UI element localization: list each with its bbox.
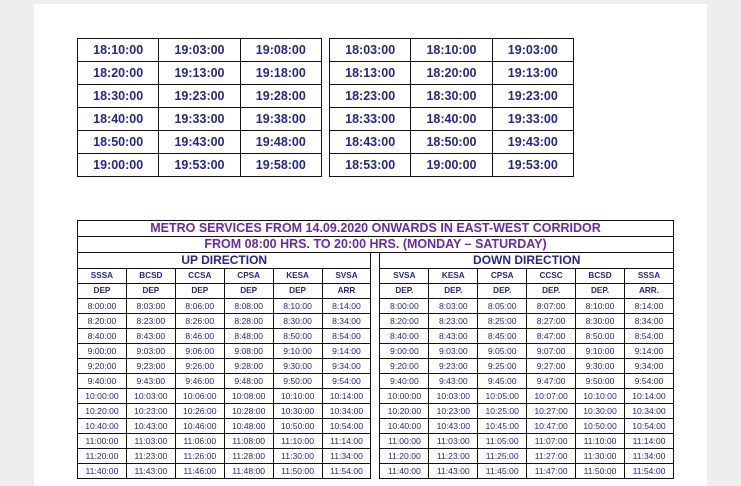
time-cell: 10:43:00 [126, 419, 175, 434]
time-cell: 9:00:00 [380, 344, 429, 359]
time-cell: 18:10:00 [78, 39, 159, 62]
direction-divider [371, 344, 380, 359]
time-cell: 8:14:00 [624, 299, 673, 314]
time-cell: 18:40:00 [411, 108, 492, 131]
direction-divider [371, 374, 380, 389]
timetable-row [78, 374, 674, 389]
time-cell: 19:33:00 [159, 108, 240, 131]
time-cell: 10:40:00 [78, 419, 127, 434]
time-cell: 8:28:00 [224, 314, 273, 329]
table-gap [321, 154, 329, 177]
time-cell: 18:43:00 [329, 131, 410, 154]
schedule-row [78, 39, 574, 62]
station-code: SSSA [624, 269, 673, 284]
time-cell: 8:48:00 [224, 329, 273, 344]
time-cell: 8:30:00 [273, 314, 322, 329]
time-cell: 9:14:00 [624, 344, 673, 359]
schedule-row [78, 62, 574, 85]
time-cell: 10:54:00 [322, 419, 371, 434]
direction-divider [371, 464, 380, 479]
time-cell: 8:23:00 [429, 314, 478, 329]
time-cell: 10:00:00 [380, 389, 429, 404]
time-cell: 19:58:00 [240, 154, 321, 177]
dep-arr-label: DEP [224, 284, 273, 299]
direction-divider [371, 389, 380, 404]
time-cell: 11:27:00 [527, 449, 576, 464]
time-cell: 18:50:00 [78, 131, 159, 154]
time-cell: 9:10:00 [273, 344, 322, 359]
time-cell: 18:20:00 [411, 62, 492, 85]
schedule-row [78, 108, 574, 131]
dep-arr-label: ARR [322, 284, 371, 299]
time-cell: 10:28:00 [224, 404, 273, 419]
station-code: SVSA [322, 269, 371, 284]
direction-divider [371, 253, 380, 269]
time-cell: 11:26:00 [175, 449, 224, 464]
table-gap [321, 131, 329, 154]
time-cell: 9:30:00 [576, 359, 625, 374]
time-cell: 8:54:00 [322, 329, 371, 344]
time-cell: 10:46:00 [175, 419, 224, 434]
time-cell: 8:20:00 [78, 314, 127, 329]
time-cell: 19:53:00 [159, 154, 240, 177]
time-cell: 8:50:00 [273, 329, 322, 344]
time-cell: 9:20:00 [78, 359, 127, 374]
time-cell: 19:23:00 [492, 85, 573, 108]
time-cell: 8:10:00 [273, 299, 322, 314]
direction-divider [371, 269, 380, 284]
time-cell: 9:25:00 [478, 359, 527, 374]
dep-arr-label: DEP [78, 284, 127, 299]
time-cell: 10:23:00 [429, 404, 478, 419]
schedule-row [78, 154, 574, 177]
time-cell: 18:33:00 [329, 108, 410, 131]
timetable-row [78, 344, 674, 359]
dep-arr-label: DEP [273, 284, 322, 299]
time-cell: 11:28:00 [224, 449, 273, 464]
time-cell: 10:26:00 [175, 404, 224, 419]
time-cell: 10:40:00 [380, 419, 429, 434]
timetable-row [78, 464, 674, 479]
time-cell: 8:25:00 [478, 314, 527, 329]
time-cell: 19:48:00 [240, 131, 321, 154]
time-cell: 8:50:00 [576, 329, 625, 344]
time-cell: 10:03:00 [429, 389, 478, 404]
time-cell: 19:08:00 [240, 39, 321, 62]
time-cell: 11:30:00 [273, 449, 322, 464]
time-cell: 10:34:00 [624, 404, 673, 419]
time-cell: 10:10:00 [576, 389, 625, 404]
dep-arr-label: DEP. [527, 284, 576, 299]
time-cell: 19:23:00 [159, 85, 240, 108]
time-cell: 8:54:00 [624, 329, 673, 344]
time-cell: 11:20:00 [78, 449, 127, 464]
timetable-row [78, 419, 674, 434]
metro-timetable [77, 220, 674, 479]
direction-divider [371, 419, 380, 434]
time-cell: 8:20:00 [380, 314, 429, 329]
time-cell: 10:25:00 [478, 404, 527, 419]
time-cell: 9:14:00 [322, 344, 371, 359]
timetable-row [78, 389, 674, 404]
time-cell: 18:13:00 [329, 62, 410, 85]
time-cell: 11:06:00 [175, 434, 224, 449]
time-cell: 10:20:00 [78, 404, 127, 419]
station-code: SSSA [78, 269, 127, 284]
down-direction-heading: DOWN DIRECTION [380, 253, 674, 269]
time-cell: 9:40:00 [380, 374, 429, 389]
time-cell: 9:28:00 [224, 359, 273, 374]
time-cell: 8:43:00 [126, 329, 175, 344]
time-cell: 9:07:00 [527, 344, 576, 359]
time-cell: 8:40:00 [78, 329, 127, 344]
time-cell: 10:34:00 [322, 404, 371, 419]
time-cell: 11:23:00 [429, 449, 478, 464]
timetable-row [78, 314, 674, 329]
time-cell: 9:23:00 [126, 359, 175, 374]
time-cell: 9:45:00 [478, 374, 527, 389]
time-cell: 10:54:00 [624, 419, 673, 434]
time-cell: 11:00:00 [78, 434, 127, 449]
time-cell: 9:50:00 [273, 374, 322, 389]
direction-divider [371, 359, 380, 374]
time-cell: 8:06:00 [175, 299, 224, 314]
time-cell: 18:50:00 [411, 131, 492, 154]
timetable-row [78, 404, 674, 419]
time-cell: 11:48:00 [224, 464, 273, 479]
time-cell: 11:07:00 [527, 434, 576, 449]
time-cell: 9:27:00 [527, 359, 576, 374]
time-cell: 19:43:00 [492, 131, 573, 154]
time-cell: 11:40:00 [78, 464, 127, 479]
direction-divider [371, 314, 380, 329]
station-header-row [78, 269, 674, 284]
time-cell: 8:34:00 [322, 314, 371, 329]
time-cell: 19:13:00 [159, 62, 240, 85]
time-cell: 9:05:00 [478, 344, 527, 359]
time-cell: 19:43:00 [159, 131, 240, 154]
time-cell: 8:46:00 [175, 329, 224, 344]
time-cell: 9:06:00 [175, 344, 224, 359]
time-cell: 18:53:00 [329, 154, 410, 177]
time-cell: 11:14:00 [624, 434, 673, 449]
time-cell: 9:50:00 [576, 374, 625, 389]
table-gap [321, 39, 329, 62]
time-cell: 10:43:00 [429, 419, 478, 434]
time-cell: 10:23:00 [126, 404, 175, 419]
time-cell: 11:30:00 [576, 449, 625, 464]
station-code: KESA [273, 269, 322, 284]
time-cell: 9:43:00 [429, 374, 478, 389]
time-cell: 10:50:00 [273, 419, 322, 434]
dep-arr-label: DEP. [576, 284, 625, 299]
timetable-row [78, 359, 674, 374]
table-gap [321, 85, 329, 108]
timetable-title-line1: METRO SERVICES FROM 14.09.2020 ONWARDS IN EAST-WEST CORRIDOR [78, 221, 674, 237]
time-cell: 8:27:00 [527, 314, 576, 329]
direction-divider [371, 299, 380, 314]
station-code: KESA [429, 269, 478, 284]
time-cell: 10:14:00 [624, 389, 673, 404]
time-cell: 10:47:00 [527, 419, 576, 434]
time-cell: 11:50:00 [273, 464, 322, 479]
time-cell: 11:03:00 [429, 434, 478, 449]
direction-divider [371, 329, 380, 344]
time-cell: 11:14:00 [322, 434, 371, 449]
time-cell: 9:46:00 [175, 374, 224, 389]
time-cell: 18:03:00 [329, 39, 410, 62]
time-cell: 11:43:00 [429, 464, 478, 479]
time-cell: 8:47:00 [527, 329, 576, 344]
time-cell: 19:00:00 [78, 154, 159, 177]
time-cell: 19:03:00 [159, 39, 240, 62]
time-cell: 8:00:00 [380, 299, 429, 314]
time-cell: 9:10:00 [576, 344, 625, 359]
time-cell: 10:14:00 [322, 389, 371, 404]
time-cell: 19:13:00 [492, 62, 573, 85]
time-cell: 11:05:00 [478, 434, 527, 449]
time-cell: 8:45:00 [478, 329, 527, 344]
time-cell: 8:40:00 [380, 329, 429, 344]
schedule-row [78, 131, 574, 154]
timetable-row [78, 299, 674, 314]
time-cell: 8:00:00 [78, 299, 127, 314]
time-cell: 8:05:00 [478, 299, 527, 314]
direction-divider [371, 449, 380, 464]
time-cell: 9:40:00 [78, 374, 127, 389]
time-cell: 11:45:00 [478, 464, 527, 479]
time-cell: 18:30:00 [411, 85, 492, 108]
time-cell: 11:08:00 [224, 434, 273, 449]
station-code: CCSA [175, 269, 224, 284]
direction-divider [371, 404, 380, 419]
station-code: BCSD [126, 269, 175, 284]
table-gap [321, 108, 329, 131]
dep-arr-label: DEP. [429, 284, 478, 299]
time-cell: 19:53:00 [492, 154, 573, 177]
time-cell: 11:54:00 [624, 464, 673, 479]
time-cell: 10:20:00 [380, 404, 429, 419]
time-cell: 10:05:00 [478, 389, 527, 404]
time-cell: 9:34:00 [322, 359, 371, 374]
time-cell: 11:46:00 [175, 464, 224, 479]
time-cell: 8:43:00 [429, 329, 478, 344]
time-cell: 11:40:00 [380, 464, 429, 479]
station-code: SVSA [380, 269, 429, 284]
time-cell: 9:34:00 [624, 359, 673, 374]
station-code: CPSA [478, 269, 527, 284]
time-cell: 9:20:00 [380, 359, 429, 374]
timetable-row [78, 449, 674, 464]
dep-arr-label: DEP [126, 284, 175, 299]
time-cell: 19:03:00 [492, 39, 573, 62]
time-cell: 18:20:00 [78, 62, 159, 85]
time-cell: 18:10:00 [411, 39, 492, 62]
time-cell: 10:45:00 [478, 419, 527, 434]
time-cell: 11:10:00 [576, 434, 625, 449]
direction-divider [371, 284, 380, 299]
up-direction-heading: UP DIRECTION [78, 253, 371, 269]
time-cell: 8:23:00 [126, 314, 175, 329]
time-cell: 9:00:00 [78, 344, 127, 359]
time-cell: 8:07:00 [527, 299, 576, 314]
time-cell: 8:30:00 [576, 314, 625, 329]
time-cell: 8:03:00 [429, 299, 478, 314]
timetable-row [78, 329, 674, 344]
station-code: CPSA [224, 269, 273, 284]
dep-arr-header-row [78, 284, 674, 299]
time-cell: 10:50:00 [576, 419, 625, 434]
time-cell: 18:40:00 [78, 108, 159, 131]
time-cell: 10:30:00 [273, 404, 322, 419]
table-gap [321, 62, 329, 85]
time-cell: 11:43:00 [126, 464, 175, 479]
time-cell: 11:47:00 [527, 464, 576, 479]
time-cell: 10:10:00 [273, 389, 322, 404]
time-cell: 9:26:00 [175, 359, 224, 374]
time-cell: 19:33:00 [492, 108, 573, 131]
time-cell: 19:38:00 [240, 108, 321, 131]
time-cell: 11:03:00 [126, 434, 175, 449]
time-cell: 10:48:00 [224, 419, 273, 434]
dep-arr-label: DEP [175, 284, 224, 299]
time-cell: 9:54:00 [322, 374, 371, 389]
time-cell: 11:34:00 [624, 449, 673, 464]
time-cell: 10:30:00 [576, 404, 625, 419]
time-cell: 9:47:00 [527, 374, 576, 389]
station-code: CCSC [527, 269, 576, 284]
time-cell: 10:08:00 [224, 389, 273, 404]
time-cell: 8:14:00 [322, 299, 371, 314]
time-cell: 9:03:00 [429, 344, 478, 359]
time-cell: 9:43:00 [126, 374, 175, 389]
station-code: BCSD [576, 269, 625, 284]
time-cell: 8:03:00 [126, 299, 175, 314]
time-cell: 11:10:00 [273, 434, 322, 449]
timetable-row [78, 434, 674, 449]
time-cell: 9:03:00 [126, 344, 175, 359]
dep-arr-label: DEP. [478, 284, 527, 299]
time-cell: 10:00:00 [78, 389, 127, 404]
time-cell: 11:34:00 [322, 449, 371, 464]
time-cell: 10:27:00 [527, 404, 576, 419]
time-cell: 11:25:00 [478, 449, 527, 464]
time-cell: 11:23:00 [126, 449, 175, 464]
time-cell: 11:54:00 [322, 464, 371, 479]
time-cell: 10:07:00 [527, 389, 576, 404]
time-cell: 19:00:00 [411, 154, 492, 177]
time-cell: 10:06:00 [175, 389, 224, 404]
time-cell: 18:30:00 [78, 85, 159, 108]
time-cell: 11:50:00 [576, 464, 625, 479]
time-cell: 8:08:00 [224, 299, 273, 314]
time-cell: 9:23:00 [429, 359, 478, 374]
time-cell: 11:20:00 [380, 449, 429, 464]
time-cell: 19:28:00 [240, 85, 321, 108]
time-cell: 9:54:00 [624, 374, 673, 389]
time-cell: 8:10:00 [576, 299, 625, 314]
time-cell: 19:18:00 [240, 62, 321, 85]
time-cell: 8:34:00 [624, 314, 673, 329]
time-cell: 18:23:00 [329, 85, 410, 108]
time-cell: 10:03:00 [126, 389, 175, 404]
timetable-title-line2: FROM 08:00 HRS. TO 20:00 HRS. (MONDAY – SATURDAY) [78, 237, 674, 253]
dep-arr-label: ARR. [624, 284, 673, 299]
time-cell: 8:26:00 [175, 314, 224, 329]
dep-arr-label: DEP. [380, 284, 429, 299]
time-cell: 9:30:00 [273, 359, 322, 374]
direction-divider [371, 434, 380, 449]
evening-schedule-table [77, 38, 574, 177]
time-cell: 11:00:00 [380, 434, 429, 449]
time-cell: 9:08:00 [224, 344, 273, 359]
schedule-row [78, 85, 574, 108]
time-cell: 9:48:00 [224, 374, 273, 389]
